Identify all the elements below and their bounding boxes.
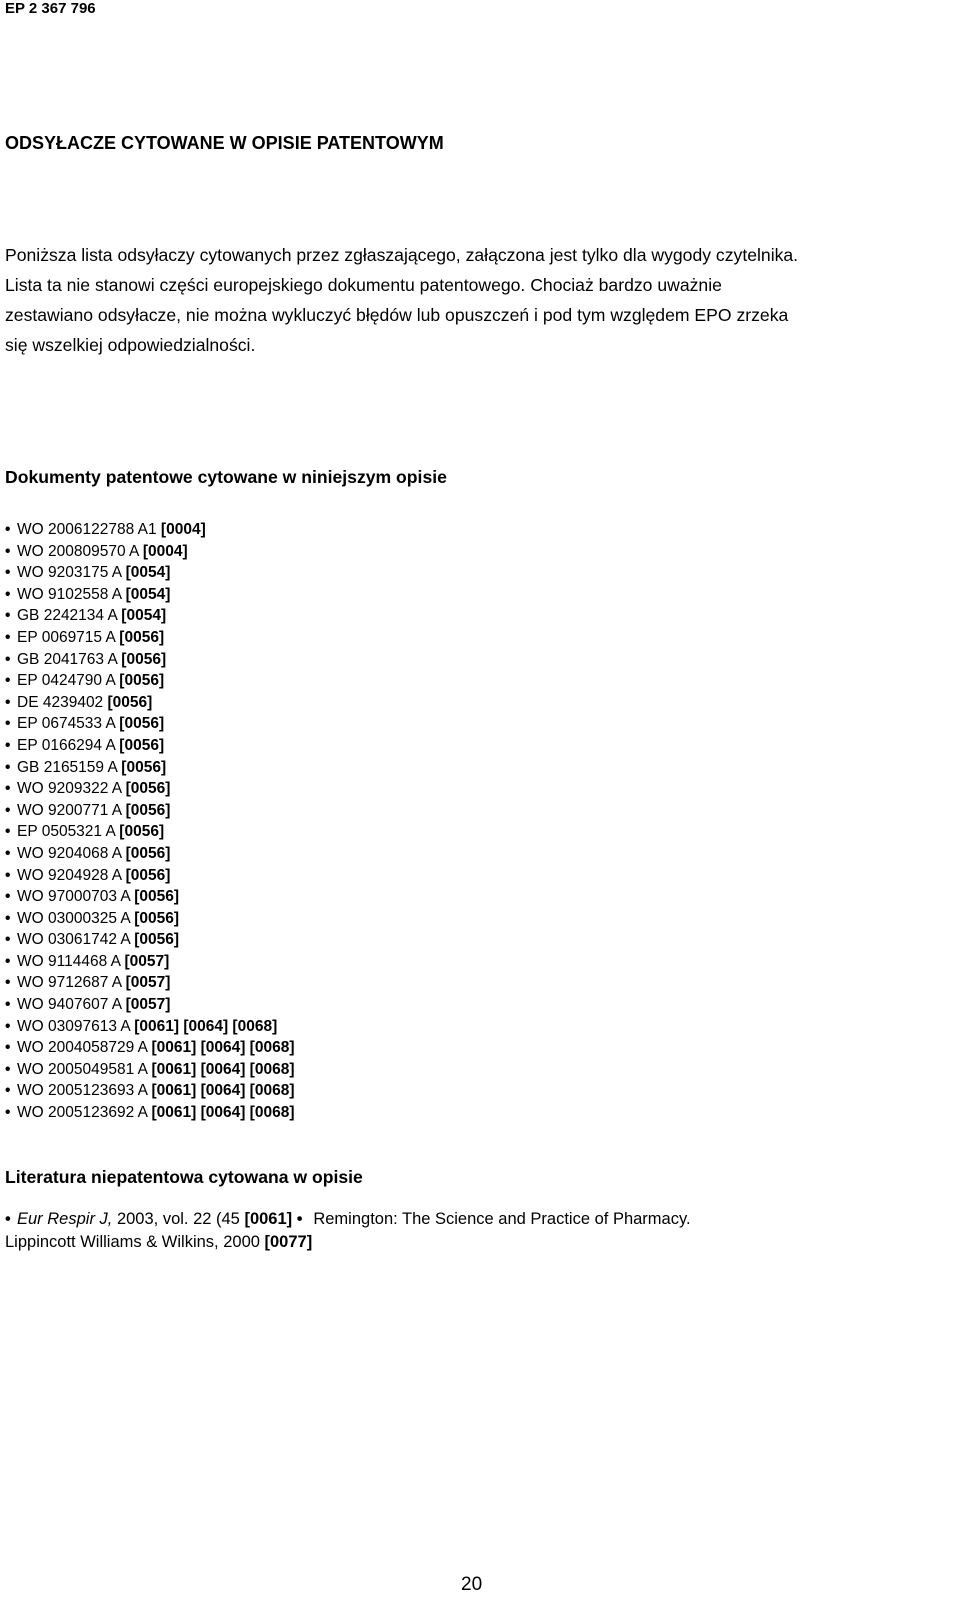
paragraph-reference: [0004]: [160, 521, 206, 538]
paragraph-reference: [0056]: [119, 672, 165, 690]
bullet-icon: •: [5, 996, 11, 1014]
patent-number: DE 4239402: [17, 693, 104, 711]
bullet-icon: •: [5, 780, 11, 798]
paragraph-reference: [0061]: [244, 1210, 293, 1228]
paragraph-reference: [0056]: [134, 909, 180, 927]
bullet-icon: •: [5, 1017, 11, 1035]
paragraph-reference: [0056]: [121, 650, 167, 668]
patent-number: WO 9204928 A: [17, 866, 122, 884]
patent-number: WO 9203175 A: [17, 564, 122, 582]
bullet-icon: •: [5, 888, 11, 906]
patent-list-item: [5, 843, 294, 865]
patent-number: WO 9102558 A: [17, 585, 122, 603]
bullet-icon: •: [5, 736, 11, 754]
bullet-icon: •: [5, 866, 11, 884]
patent-list-item: [5, 929, 294, 951]
patent-number: WO 9200771 A: [17, 801, 122, 819]
paragraph-reference: [0056]: [125, 780, 171, 798]
bullet-icon: •: [5, 823, 11, 841]
bullet-icon: •: [5, 650, 11, 668]
bullet-icon: •: [5, 974, 11, 992]
page-title: ODSYŁACZE CYTOWANE W OPISIE PATENTOWYM: [5, 133, 444, 153]
patent-list-item: [5, 713, 294, 735]
patent-number: EP 0069715 A: [17, 628, 115, 646]
paragraph-reference: [0054]: [125, 585, 171, 603]
bullet-icon: •: [5, 758, 11, 776]
patent-list-item: [5, 821, 294, 843]
patent-number: WO 03000325 A: [17, 909, 130, 927]
paragraph-reference: [0004]: [142, 542, 188, 560]
paragraph-reference: [0054]: [125, 564, 171, 582]
patent-list-item: [5, 908, 294, 930]
patent-list-item: [5, 605, 294, 627]
paragraph-reference: [0056]: [125, 866, 171, 884]
citation-details: 2003, vol. 22 (45: [112, 1210, 245, 1228]
patent-list-item: [5, 692, 294, 714]
patent-number: WO 2005049581 A: [17, 1060, 148, 1078]
list-item: [5, 1208, 950, 1231]
bullet-icon: •: [5, 1210, 11, 1228]
bullet-icon: •: [5, 607, 11, 625]
patent-list-item: [5, 1080, 294, 1102]
paragraph-reference: [0056]: [121, 758, 167, 776]
bullet-icon: •: [5, 628, 11, 646]
paragraph-reference: [0056]: [107, 693, 153, 711]
non-patent-literature-heading: Literatura niepatentowa cytowana w opisie: [5, 1167, 363, 1187]
paragraph-reference: [0056]: [119, 628, 165, 646]
patent-number: WO 2006122788 A1: [17, 521, 157, 538]
patent-documents-heading: Dokumenty patentowe cytowane w niniejszym opisie: [5, 467, 447, 487]
patent-number: WO 9407607 A: [17, 996, 122, 1014]
patent-number: WO 2004058729 A: [17, 1039, 148, 1057]
patent-number: WO 03097613 A: [17, 1017, 130, 1035]
patent-number: WO 9209322 A: [17, 780, 122, 798]
bullet-icon: •: [5, 844, 11, 862]
bullet-icon: •: [5, 542, 11, 560]
page-number: 20: [461, 1574, 483, 1595]
bullet-icon: •: [5, 672, 11, 690]
intro-line: Poniższa lista odsyłaczy cytowanych przez zgłaszającego, załączona jest tylko dla wygody czytelnika.: [5, 245, 799, 265]
patent-number: WO 97000703 A: [17, 888, 130, 906]
intro-line: się wszelkiej odpowiedzialności.: [5, 335, 256, 355]
patent-list-item: [5, 757, 294, 779]
patent-number: GB 2041763 A: [17, 650, 117, 668]
bullet-icon: •: [5, 521, 11, 538]
patent-number: WO 2005123692 A: [17, 1104, 148, 1122]
patent-list-item: [5, 1059, 294, 1081]
paragraph-reference: [0057]: [125, 996, 171, 1014]
bullet-icon: •: [5, 801, 11, 819]
patent-list-item: [5, 735, 294, 757]
list-item-continuation: [5, 1231, 950, 1254]
bullet-icon: •: [5, 1082, 11, 1100]
patent-number: WO 03061742 A: [17, 931, 130, 949]
paragraph-reference: [0056]: [119, 823, 165, 841]
journal-name: Eur Respir J,: [17, 1210, 113, 1228]
paragraph-reference: [0061] [0064] [0068]: [151, 1039, 295, 1057]
patent-list-item: [5, 627, 294, 649]
patent-number: EP 0674533 A: [17, 715, 115, 733]
paragraph-reference: [0057]: [125, 974, 171, 992]
bullet-icon: •: [5, 564, 11, 582]
intro-line: zestawiano odsyłacze, nie można wykluczyć błędów lub opuszczeń i pod tym względem EPO zrzeka: [5, 305, 789, 325]
citation-text: Remington: The Science and Practice of Pharmacy.: [308, 1210, 691, 1228]
patent-list-item: [5, 584, 294, 606]
bullet-icon: •: [5, 1104, 11, 1122]
patent-number: WO 9114468 A: [17, 952, 121, 970]
paragraph-reference: [0056]: [119, 715, 165, 733]
bullet-icon: •: [5, 693, 11, 711]
patent-number: EP 0505321 A: [17, 823, 115, 841]
paragraph-reference: [0061] [0064] [0068]: [151, 1082, 295, 1100]
patent-list-item: [5, 519, 294, 541]
patent-list-item: [5, 649, 294, 671]
patent-number: WO 2005123693 A: [17, 1082, 148, 1100]
patent-number: WO 9712687 A: [17, 974, 122, 992]
patent-list-item: [5, 562, 294, 584]
patent-number: WO 9204068 A: [17, 844, 122, 862]
citation-text: Lippincott Williams & Wilkins, 2000: [5, 1233, 265, 1251]
intro-line: Lista ta nie stanowi części europejskiego dokumentu patentowego. Chociaż bardzo uważnie: [5, 275, 722, 295]
patent-list: [5, 519, 294, 1124]
patent-list-item: [5, 1037, 294, 1059]
patent-list-item: [5, 670, 294, 692]
patent-list-item: [5, 1016, 294, 1038]
patent-list-item: [5, 865, 294, 887]
paragraph-reference: [0061] [0064] [0068]: [134, 1017, 278, 1035]
bullet-icon: •: [5, 1060, 11, 1078]
paragraph-reference: [0056]: [119, 736, 165, 754]
document-id: EP 2 367 796: [5, 0, 96, 17]
patent-number: EP 0424790 A: [17, 672, 115, 690]
bullet-icon: •: [5, 715, 11, 733]
bullet-icon: •: [296, 1210, 303, 1228]
paragraph-reference: [0056]: [125, 801, 171, 819]
patent-list-item: [5, 972, 294, 994]
patent-list-item: [5, 951, 294, 973]
non-patent-literature-list: [5, 1208, 950, 1254]
intro-paragraph: [5, 240, 950, 360]
patent-list-item: [5, 778, 294, 800]
bullet-icon: •: [5, 1039, 11, 1057]
bullet-icon: •: [5, 952, 11, 970]
patent-list-item: [5, 541, 294, 563]
paragraph-reference: [0061] [0064] [0068]: [151, 1060, 295, 1078]
patent-number: GB 2165159 A: [17, 758, 117, 776]
patent-list-item: [5, 800, 294, 822]
bullet-icon: •: [5, 585, 11, 603]
patent-list-item: [5, 886, 294, 908]
paragraph-reference: [0054]: [121, 607, 167, 625]
paragraph-reference: [0056]: [134, 888, 180, 906]
patent-number: EP 0166294 A: [17, 736, 115, 754]
patent-list-item: [5, 1102, 294, 1124]
paragraph-reference: [0077]: [264, 1233, 313, 1251]
paragraph-reference: [0057]: [124, 952, 170, 970]
paragraph-reference: [0056]: [134, 931, 180, 949]
patent-list-item: [5, 994, 294, 1016]
paragraph-reference: [0056]: [125, 844, 171, 862]
patent-number: GB 2242134 A: [17, 607, 117, 625]
bullet-icon: •: [5, 931, 11, 949]
patent-number: WO 200809570 A: [17, 542, 139, 560]
paragraph-reference: [0061] [0064] [0068]: [151, 1104, 295, 1122]
bullet-icon: •: [5, 909, 11, 927]
